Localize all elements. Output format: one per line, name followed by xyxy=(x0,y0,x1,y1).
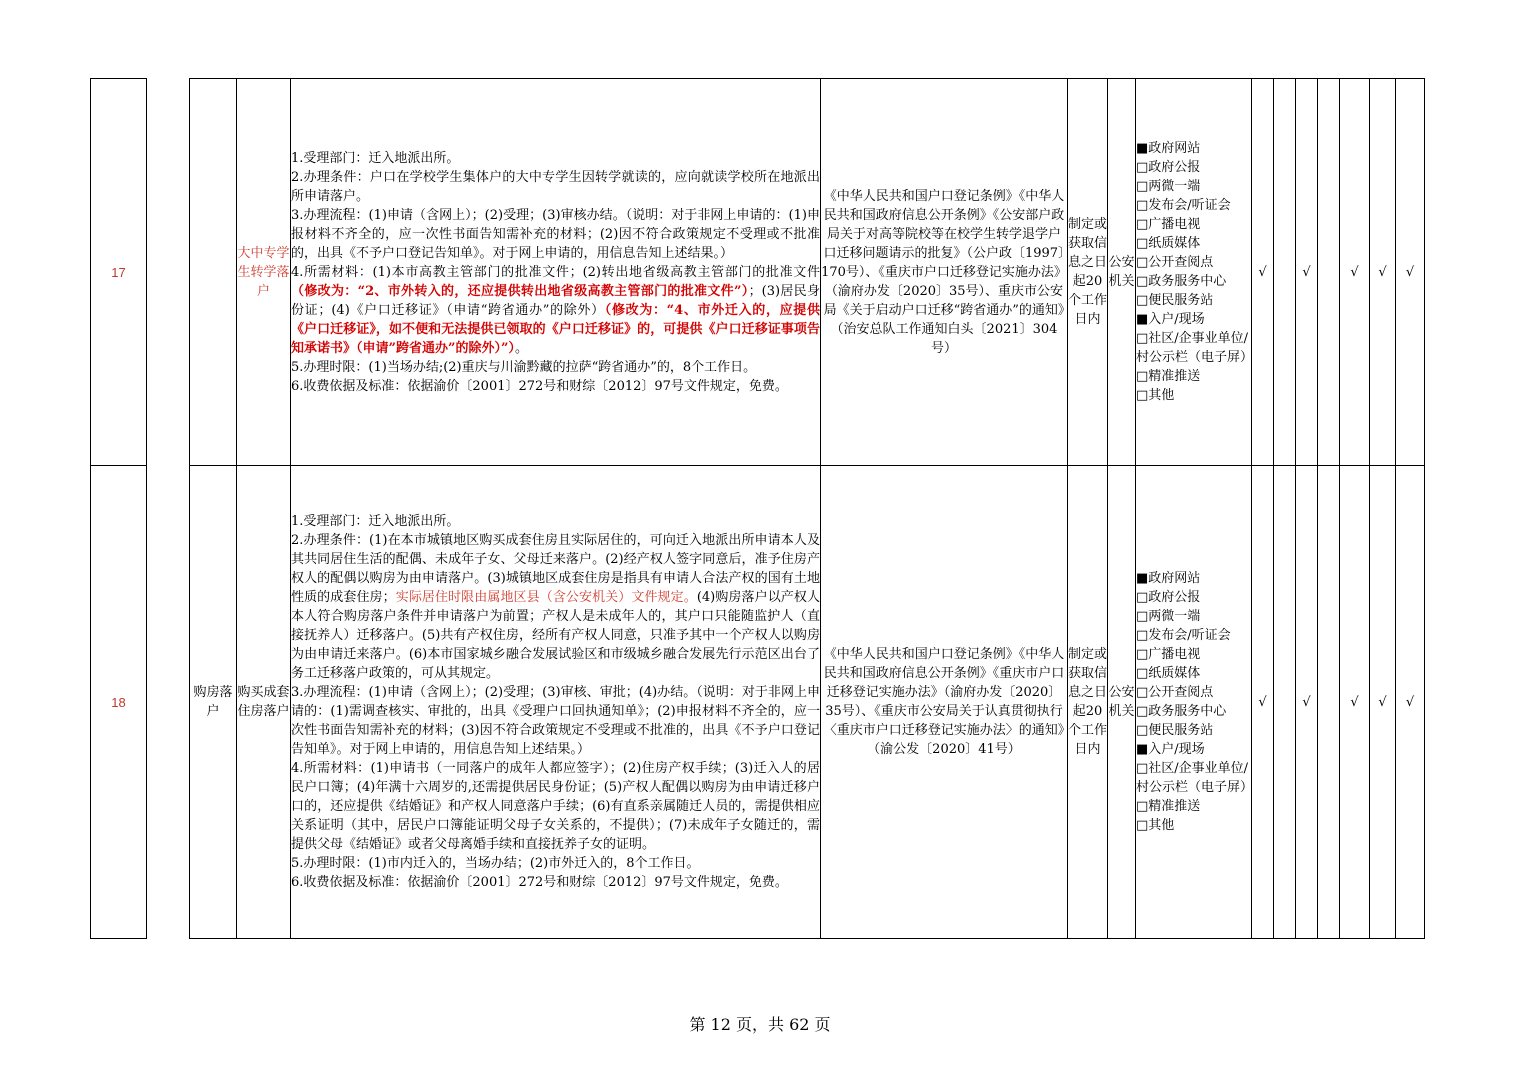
row-number: 18 xyxy=(91,466,147,939)
check-mark-cell: √ xyxy=(1252,79,1274,466)
description-text: 2.办理条件：户口在学校学生集体户的大中专学生因转学就读的，应向就读学校所在地派出所申请落户。 xyxy=(291,169,820,204)
channel-item: □社区/企事业单位/村公示栏（电子屏） xyxy=(1136,761,1254,795)
check-mark-cell: √ xyxy=(1296,79,1318,466)
description-text: ；(3)居民身份证；(4)《户口迁移证》（申请“跨省通办”的除外） xyxy=(291,283,820,318)
channel-item: □发布会/听证会 xyxy=(1136,628,1231,643)
channel-item: ■政府网站 xyxy=(1136,571,1201,586)
description-text: 1.受理部门：迁入地派出所。 xyxy=(291,150,460,166)
description-text: （修改为：“2、市外转入的，还应提供转出地省级高教主管部门的批准文件”） xyxy=(291,283,749,299)
check-mark-cell: √ xyxy=(1340,466,1370,939)
subject-cell: 公安机关 xyxy=(1108,466,1136,939)
channel-item: □便民服务站 xyxy=(1136,723,1214,738)
row-number: 17 xyxy=(91,79,147,466)
category-cell xyxy=(190,79,237,466)
description-text: 。 xyxy=(514,340,528,356)
channel-item: □两微一端 xyxy=(1136,609,1201,624)
description-text: 1.受理部门：迁入地派出所。 xyxy=(291,514,460,529)
channels-cell xyxy=(1136,79,1252,466)
channel-item: □政府公报 xyxy=(1136,590,1201,605)
check-mark-cell: √ xyxy=(1252,466,1274,939)
page-footer: 第 12 页，共 62 页 xyxy=(689,1015,831,1034)
description-text: （修改为：“4、市外迁入的，应提供《户口迁移证》，如不便和无法提供已领取的《户口迁移证》的，可提供《户口迁移证事项告知承诺书》（申请”跨省通办”的除外）”） xyxy=(291,302,820,356)
blank-column xyxy=(147,79,190,466)
channel-item: □社区/企事业单位/村公示栏（电子屏） xyxy=(1136,331,1254,365)
channel-item: ■政府网站 xyxy=(1136,141,1201,156)
disclosure-table xyxy=(90,78,1425,939)
item-name-cell: 大中专学生转学落户 xyxy=(237,79,291,466)
table-body xyxy=(91,79,1425,939)
check-mark-cell: √ xyxy=(1340,79,1370,466)
channel-item: □精准推送 xyxy=(1136,799,1201,814)
description-cell xyxy=(291,466,821,939)
channel-item: □广播电视 xyxy=(1136,217,1201,232)
check-mark-cell: √ xyxy=(1396,466,1425,939)
check-mark-cell: √ xyxy=(1370,79,1396,466)
description-text: 2.办理条件：(1)在本市城镇地区购买成套住房且实际居住的，可向迁入地派出所申请本人及其共同居住生活的配偶、未成年子女、父母迁来落户。(2)经产权人签字同意后，准予住房产权人的配偶以购房为由申请落户。(3)城镇地区成套住房是指具有申请人合法产权的国有土地性质的成套住房； xyxy=(291,533,820,605)
description-text: 5.办理时限：(1)市内迁入的，当场办结；(2)市外迁入的，8个工作日。 xyxy=(291,856,700,871)
channel-item: □政务服务中心 xyxy=(1136,704,1227,719)
channels-cell xyxy=(1136,466,1252,939)
channel-item: □便民服务站 xyxy=(1136,293,1214,308)
description-text: 6.收费依据及标准：依据渝价〔2001〕272号和财综〔2012〕97号文件规定，免费。 xyxy=(291,378,788,394)
time-limit-cell: 制定或获取信息之日起20个工作日内 xyxy=(1068,466,1108,939)
description-text: 6.收费依据及标准：依据渝价〔2001〕272号和财综〔2012〕97号文件规定，免费。 xyxy=(291,875,788,890)
channel-item: □其他 xyxy=(1136,818,1175,833)
description-cell xyxy=(291,79,821,466)
check-mark-cell: √ xyxy=(1296,466,1318,939)
description-text: (4)购房落户以产权人本人符合购房落户条件并申请落户为前置；产权人是未成年人的，其户口只能随监护人（直接抚养人）迁移落户。(5)共有产权住房，经所有产权人同意，只准予其中一个产权人以购房为由申请迁来落户。(6)本市国家城乡融合发展试验区和市级城乡融合发展先行示范区出台了务工迁移落户政策的，可从其规定。 xyxy=(291,590,820,681)
channel-item: □纸质媒体 xyxy=(1136,236,1201,251)
legal-basis-cell: 《中华人民共和国户口登记条例》《中华人民共和国政府信息公开条例》《重庆市户口迁移登记实施办法》（渝府办发〔2020〕35号）、《重庆市公安局关于认真贯彻执行〈重庆市户口迁移登记实施办法〉的通知》（渝公发〔2020〕41号） xyxy=(821,466,1068,939)
check-mark-cell: √ xyxy=(1370,466,1396,939)
check-mark-cell xyxy=(1318,466,1340,939)
channel-item: □广播电视 xyxy=(1136,647,1201,662)
channel-item: □精准推送 xyxy=(1136,369,1201,384)
description-text: 3.办理流程：(1)申请（含网上）；(2)受理；(3)审核、审批；(4)办结。（说明：对于非网上申请的：(1)需调查核实、审批的，出具《受理户口回执通知单》；(2)申报材料不齐全的，应一次性书面告知需补充的材料；(3)因不符合政策规定不受理或不批准的，出具《不予户口登记告知单》。对于网上申请的，用信息告知上述结果。） xyxy=(291,685,820,757)
description-text: 3.办理流程：(1)申请（含网上）；(2)受理；(3)审核办结。（说明：对于非网上申请的：(1)申报材料不齐全的，应一次性书面告知需补充的材料；(2)因不符合政策规定不受理或不批准的，出具《不予户口登记告知单》。对于网上申请的，用信息告知上述结果。） xyxy=(291,207,820,261)
channel-item: □纸质媒体 xyxy=(1136,666,1201,681)
check-mark-cell xyxy=(1274,466,1296,939)
channel-item: □其他 xyxy=(1136,388,1175,403)
category-cell: 购房落户 xyxy=(190,466,237,939)
subject-cell: 公安机关 xyxy=(1108,79,1136,466)
description-text: 4.所需材料：(1)本市高教主管部门的批准文件；(2)转出地省级高教主管部门的批准文件 xyxy=(291,264,820,280)
channel-item: □两微一端 xyxy=(1136,179,1201,194)
check-mark-cell xyxy=(1318,79,1340,466)
table-row xyxy=(91,79,1425,466)
description-text: 实际居住时限由属地区县（含公安机关）文件规定。 xyxy=(395,590,697,605)
channel-item: ■入户/现场 xyxy=(1136,742,1205,757)
item-name-cell: 购买成套住房落户 xyxy=(237,466,291,939)
channel-item: □政府公报 xyxy=(1136,160,1201,175)
legal-basis-cell: 《中华人民共和国户口登记条例》《中华人民共和国政府信息公开条例》《公安部户政局关于对高等院校等在校学生转学退学户口迁移问题请示的批复》（公户政〔1997〕170号）、《重庆市户口迁移登记实施办法》（渝府办发〔2020〕35号）、重庆市公安局《关于启动户口迁移“跨省通办”的通知》（治安总队工作通知白头〔2021〕304号） xyxy=(821,79,1068,466)
description-text: 4.所需材料：(1)申请书（一同落户的成年人都应签字）；(2)住房产权手续；(3)迁入人的居民户口簿；(4)年满十六周岁的,还需提供居民身份证；(5)产权人配偶以购房为由申请迁移户口的，还应提供《结婚证》和产权人同意落户手续；(6)有直系亲属随迁人员的，需提供相应关系证明（其中，居民户口簿能证明父母子女关系的，不提供）；(7)未成年子女随迁的，需提供父母《结婚证》或者父母离婚手续和直接抚养子女的证明。 xyxy=(291,761,820,852)
page-table-wrapper xyxy=(90,78,1424,939)
check-mark-cell: √ xyxy=(1396,79,1425,466)
channel-item: □发布会/听证会 xyxy=(1136,198,1231,213)
channel-item: ■入户/现场 xyxy=(1136,312,1205,327)
time-limit-cell: 制定或获取信息之日起20个工作日内 xyxy=(1068,79,1108,466)
description-text: 5.办理时限：(1)当场办结;(2)重庆与川渝黔藏的拉萨“跨省通办”的，8个工作日。 xyxy=(291,359,757,375)
channel-item: □政务服务中心 xyxy=(1136,274,1227,289)
blank-column xyxy=(147,466,190,939)
channel-item: □公开查阅点 xyxy=(1136,685,1214,700)
check-mark-cell xyxy=(1274,79,1296,466)
channel-item: □公开查阅点 xyxy=(1136,255,1214,270)
table-row xyxy=(91,466,1425,939)
